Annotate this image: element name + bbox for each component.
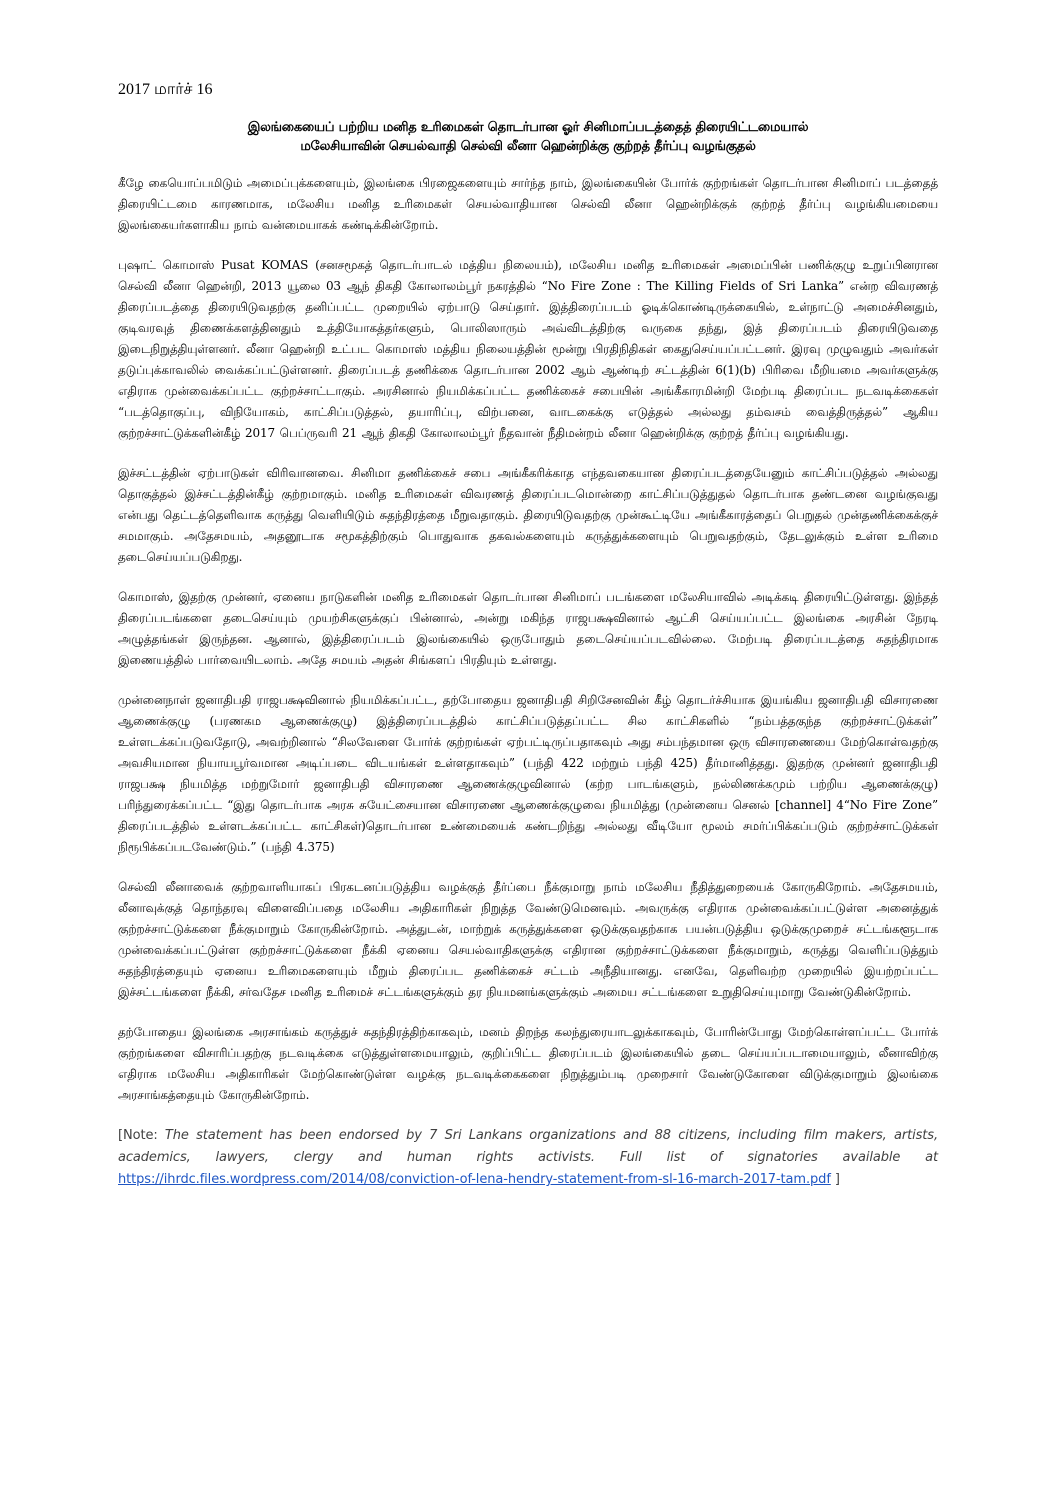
title-line-2: மலேசியாவின் செயல்வாதி செல்வி லீனா ஹென்றிக்கு குற்றத் தீர்ப்பு வழங்குதல் xyxy=(300,139,756,154)
paragraph-6: செல்வி லீனாவைக் குற்றவாளியாகப் பிரகடனப்படுத்திய வழக்குத் தீர்ப்பை நீக்குமாறு நாம் மலேசிய நீதித்துறையைக் கோருகிறோம். அதேசமயம், லீனாவுக்குத் தொந்தரவு விளைவிப்பதை மலேசிய அதிகாரிகள் நிறுத்த வேண்டுமெனவும். அவருக்கு எதிராக முன்வைக்கப்பட்டுள்ள அனைத்துக் குற்றச்சாட்டுக்களை நீக்குமாறும் கோருகின்றோம். அத்துடன், மாற்றுக் கருத்துக்களை ஒடுக்குவதற்காக பயன்படுத்திய ஒடுக்குமுறைச் சட்டங்களூடாக முன்வைக்கப்பட்டுள்ள குற்றச்சாட்டுக்களை நீக்கி ஏனைய செயல்வாதிகளுக்கு எதிரான குற்றச்சாட்டுக்களை நீக்குமாறும், கருத்து வெளிப்படுத்தும் சுதந்திரத்தையும் ஏனைய உரிமைகளையும் மீறும் திரைப்பட தணிக்கைச் சட்டம் அநீதியானது. எனவே, தெளிவற்ற முறையில் இயற்றப்பட்ட இச்சட்டங்களை நீக்கி, சர்வதேச மனித உரிமைச் சட்டங்களுக்கும் தர நியமனங்களுக்கும் அமைய சட்டங்களை உறுதிசெய்யுமாறு வேண்டுகின்றோம். xyxy=(118,880,938,999)
signatories-link[interactable]: https://ihrdc.files.wordpress.com/2014/08/conviction-of-lena-hendry-statement-from-sl-16-march-2017-tam.pdf xyxy=(118,1172,831,1187)
note-open: [Note: xyxy=(118,1128,165,1143)
document-page xyxy=(118,80,938,1191)
document-date: 2017 மார்ச் 16 xyxy=(118,81,213,98)
paragraph-1: கீழே கையொப்பமிடும் அமைப்புக்களையும், இலங்கை பிரஜைகளையும் சார்ந்த நாம், இலங்கையின் போர்க் குற்றங்கள் தொடர்பான சினிமாப் படத்தைத் திரையிட்டமை காரணமாக, மலேசிய மனித உரிமைகள் செயல்வாதியான செல்வி லீனா ஹென்றிக்குக் குற்றத் தீர்ப்பு வழங்கியமையை இலங்கையர்களாகிய நாம் வன்மையாகக் கண்டிக்கின்றோம். xyxy=(118,176,938,232)
paragraph-3: இச்சட்டத்தின் ஏற்பாடுகள் விரிவானவை. சினிமா தணிக்கைச் சபை அங்கீகரிக்காத எந்தவகையான திரைப்படத்தையேனும் காட்சிப்படுத்தல் அல்லது தொகுத்தல் இச்சட்டத்தின்கீழ் குற்றமாகும். மனித உரிமைகள் விவரணத் திரைப்படமொன்றை காட்சிப்படுத்துதல் தொடர்பாக தண்டனை வழங்குவது என்பது தெட்டத்தெளிவாக கருத்து வெளியிடும் சுதந்திரத்தை மீறுவதாகும். திரையிடுவதற்கு முன்கூட்டியே அங்கீகாரத்தைப் பெறுதல் முன்தணிக்கைக்குச் சமமாகும். அதேசமயம், அதனூடாக சமூகத்திற்கும் பொதுவாக தகவல்களையும் கருத்துக்களையும் பெறுவதற்கும், தேடலுக்கும் உள்ள உரிமை தடைசெய்யப்படுகிறது. xyxy=(118,466,938,564)
document-title xyxy=(118,118,938,156)
paragraph-2: புஷாட் கொமாஸ் Pusat KOMAS (சனசமூகத் தொடர்பாடல் மத்திய நிலையம்), மலேசிய மனித உரிமைகள் அமைப்பின் பணிக்குழு உறுப்பினரான செல்வி லீனா ஹென்றி, 2013 யூலை 03 ஆந் திகதி கோலாலம்பூர் நகரத்தில் “No Fire Zone : The Killing Fields of Sri Lanka” என்ற விவரணத் திரைப்படத்தை திரையிடுவதற்கு தனிப்பட்ட முறையில் ஏற்பாடு செய்தார். இத்திரைப்படம் ஓடிக்கொண்டிருக்கையில், உள்நாட்டு அமைச்சினதும், குடிவரவுத் திணைக்களத்தினதும் உத்தியோகத்தர்களும், பொலிஸாரும் அவ்விடத்திற்கு வருகை தந்து, இத் திரைப்படம் திரையிடுவதை இடைநிறுத்தியுள்ளனர். லீனா ஹென்றி உட்பட கொமாஸ் மத்திய நிலையத்தின் மூன்று பிரதிநிதிகள் கைதுசெய்யப்பட்டனர். இரவு முழுவதும் அவர்கள் தடுப்புக்காவலில் வைக்கப்பட்டுள்ளனர். திரைப்படத் தணிக்கை தொடர்பான 2002 ஆம் ஆண்டிற் சட்டத்தின் 6(1)(b) பிரிவை மீறியமை அவர்களுக்கு எதிராக முன்வைக்கப்பட்ட குற்றச்சாட்டாகும். அரசினால் நியமிக்கப்பட்ட தணிக்கைச் சபையின் அங்கீகாரமின்றி மேற்படி திரைப்பட நடவடிக்கைகள் “படத்தொகுப்பு, விநியோகம், காட்சிப்படுத்தல், தயாரிப்பு, விற்பனை, வாடகைக்கு எடுத்தல் அல்லது தம்வசம் வைத்திருத்தல்” ஆகிய குற்றச்சாட்டுக்களின்கீழ் 2017 பெப்ருவரி 21 ஆந் திகதி கோலாலம்பூர் நீதவான் நீதிமன்றம் லீனா ஹென்றிக்கு குற்றத் தீர்ப்பு வழங்கியது. xyxy=(118,258,938,440)
paragraph-4: கொமாஸ், இதற்கு முன்னர், ஏனைய நாடுகளின் மனித உரிமைகள் தொடர்பான சினிமாப் படங்களை மலேசியாவில் அடிக்கடி திரையிட்டுள்ளது. இந்தத் திரைப்படங்களை தடைசெய்யும் முயற்சிகளுக்குப் பின்னால், அன்று மகிந்த ராஜபக்ஷவினால் ஆட்சி செய்யப்பட்ட இலங்கை அரசின் நேரடி அழுத்தங்கள் இருந்தன. ஆனால், இத்திரைப்படம் இலங்கையில் ஒருபோதும் தடைசெய்யப்படவில்லை. மேற்படி திரைப்படத்தை சுதந்திரமாக இணையத்தில் பார்வையிடலாம். அதே சமயம் அதன் சிங்களப் பிரதியும் உள்ளது. xyxy=(118,590,938,667)
note-close: ] xyxy=(830,1172,840,1187)
endorsement-note xyxy=(118,1125,938,1191)
title-line-1: இலங்கையைப் பற்றிய மனித உரிமைகள் தொடர்பான ஓர் சினிமாப்படத்தைத் திரையிட்டமையால் xyxy=(247,120,809,135)
paragraph-7: தற்போதைய இலங்கை அரசாங்கம் கருத்துச் சுதந்திரத்திற்காகவும், மனம் திறந்த கலந்துரையாடலுக்காகவும், போரின்போது மேற்கொள்ளப்பட்ட போர்க் குற்றங்களை விசாரிப்பதற்கு நடவடிக்கை எடுத்துள்ளமையாலும், குறிப்பிட்ட திரைப்படம் இலங்கையில் தடை செய்யப்படாமையாலும், லீனாவிற்கு எதிராக மலேசிய அதிகாரிகள் மேற்கொண்டுள்ள வழக்கு நடவடிக்கைகளை நிறுத்தும்படி முறைசார் வேண்டுகோளை விடுக்குமாறும் இலங்கை அரசாங்கத்தையும் கோருகின்றோம். xyxy=(118,1025,938,1102)
paragraph-5: முன்னைநாள் ஜனாதிபதி ராஜபக்ஷவினால் நியமிக்கப்பட்ட, தற்போதைய ஜனாதிபதி சிறிசேனவின் கீழ் தொடர்ச்சியாக இயங்கிய ஜனாதிபதி விசாரணை ஆணைக்குழு (பரணகம ஆணைக்குழு) இத்திரைப்படத்தில் காட்சிப்படுத்தப்பட்ட சில காட்சிகளில் “நம்பத்தகுந்த குற்றச்சாட்டுக்கள்” உள்ளடக்கப்படுவதோடு, அவற்றினால் “சிலவேளை போர்க் குற்றங்கள் ஏற்பட்டிருப்பதாகவும் அது சம்பந்தமான ஒரு விசாரணையை மேற்கொள்வதற்கு அவசியமான நியாயபூர்வமான அடிப்படை விடயங்கள் உள்ளதாகவும்” (பந்தி 422 மற்றும் பந்தி 425) தீர்மானித்தது. இதற்கு முன்னர் ஜனாதிபதி ராஜபக்ஷ நியமித்த மற்றுமோர் ஜனாதிபதி விசாரணை ஆணைக்குழுவினால் (கற்ற பாடங்களும், நல்லிணக்கமும் பற்றிய ஆணைக்குழு) பரிந்துரைக்கப்பட்ட “இது தொடர்பாக அரசு சுயேட்சையான விசாரணை ஆணைக்குழுவை நியமித்து (முன்னைய செனல் [channel] 4“No Fire Zone” திரைப்படத்தில் உள்ளடக்கப்பட்ட காட்சிகள்)தொடர்பான உண்மையைக் கண்டறிந்து அல்லது வீடியோ மூலம் சமர்ப்பிக்கப்படும் குற்றச்சாட்டுக்கள் நிரூபிக்கப்படவேண்டும்.” (பந்தி 4.375) xyxy=(118,693,938,854)
note-text: The statement has been endorsed by 7 Sri Lankans organizations and 88 citizens, including film makers, artists, academics, lawyers, clergy and human rights activists. Full list of signatories available at xyxy=(118,1128,938,1165)
